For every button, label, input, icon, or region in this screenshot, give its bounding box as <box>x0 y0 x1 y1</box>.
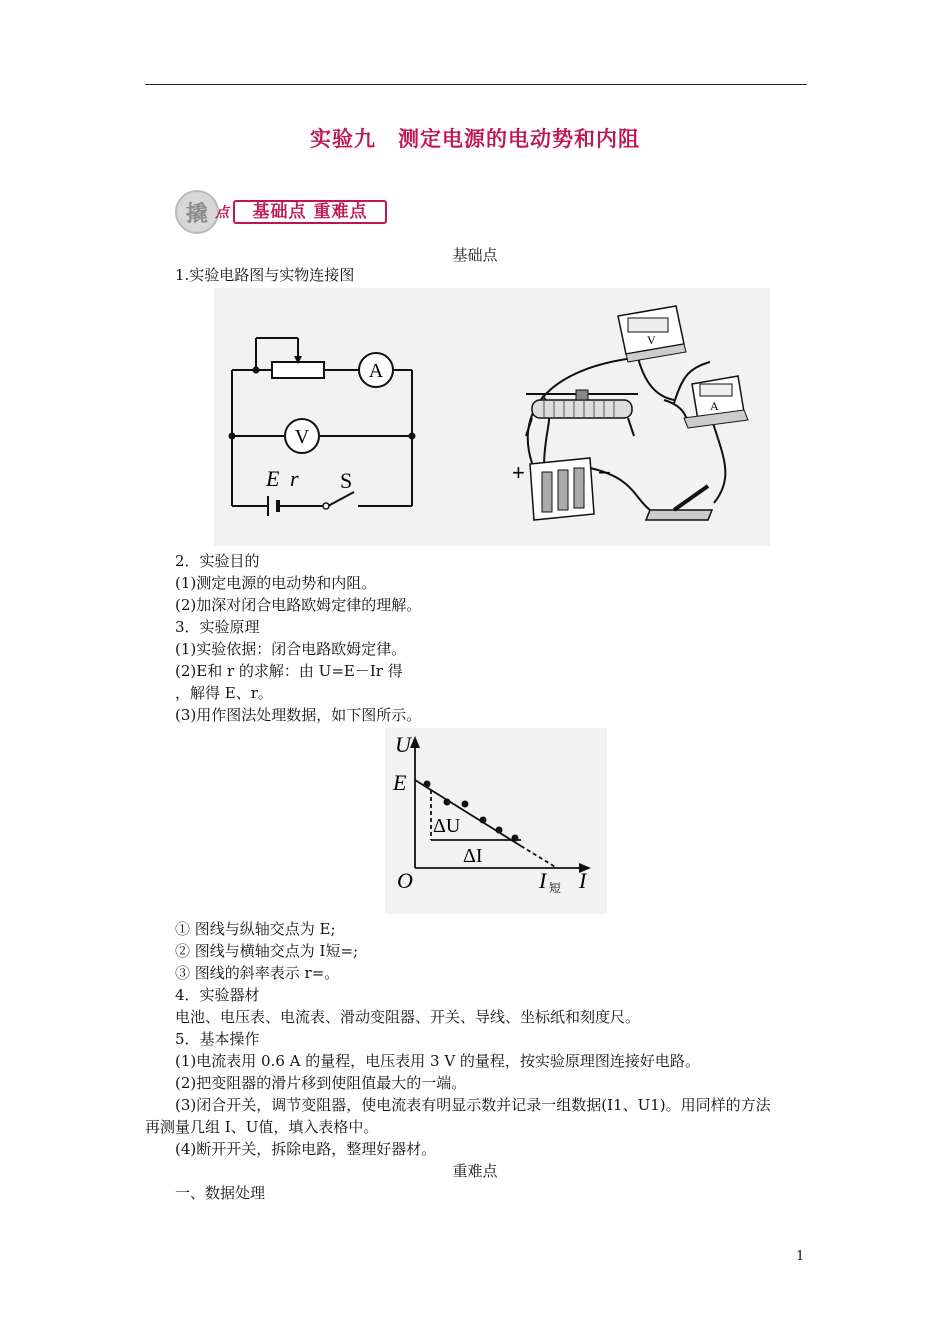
graph-origin-label: O <box>397 868 413 893</box>
heading-jichu: 基础点 <box>452 246 498 264</box>
graph-du-label: ΔU <box>433 815 461 837</box>
section-5-1: (1)电流表用 0.6 A 的量程，电压表用 3 V 的量程，按实验原理图连接好电路。 <box>175 1052 700 1070</box>
section-banner <box>175 188 391 234</box>
device-ammeter-label: A <box>710 399 719 413</box>
graph-y-axis-label: U <box>395 732 411 757</box>
section-2-2: (2)加深对闭合电路欧姆定律的理解。 <box>175 596 422 614</box>
section-5-3a: (3)闭合开关，调节变阻器，使电流表有明显示数并记录一组数据(I1、U1)。用同样的方法 <box>175 1096 771 1114</box>
section-5-2: (2)把变阻器的滑片移到使阻值最大的一端。 <box>175 1074 467 1092</box>
heading-zhongnan: 重难点 <box>452 1162 498 1180</box>
graph-x-axis-label: I <box>579 868 587 893</box>
device-voltmeter-label: V <box>647 333 656 347</box>
section-4: 4．实验器材 <box>175 986 260 1004</box>
section-5-4: (4)断开开关，拆除电路，整理好器材。 <box>175 1140 437 1158</box>
section-3-3: (3)用作图法处理数据，如下图所示。 <box>175 706 422 724</box>
section-3-1: (1)实验依据：闭合电路欧姆定律。 <box>175 640 407 658</box>
page-number: 1 <box>796 1249 805 1264</box>
section-1: 1.实验电路图与实物连接图 <box>175 266 355 284</box>
circuit-figure <box>214 288 770 546</box>
conclusion-1: ① 图线与纵轴交点为 E; <box>175 920 336 938</box>
section-5-3b: 再测量几组 I、U值，填入表格中。 <box>145 1118 379 1136</box>
switch-label: S <box>340 468 353 493</box>
header-rule <box>145 84 807 85</box>
banner-badge-suffix: 点 <box>215 205 229 221</box>
section-3: 3．实验原理 <box>175 618 260 636</box>
ui-graph-figure <box>385 728 607 914</box>
emf-label: E <box>266 466 280 491</box>
section-5: 5．基本操作 <box>175 1030 260 1048</box>
banner-badge: 撬 <box>175 190 219 234</box>
subsection-1: 一、数据处理 <box>175 1184 266 1202</box>
battery-minus: − <box>598 460 611 485</box>
voltmeter-device <box>618 306 686 362</box>
graph-isc-label: I <box>539 868 547 893</box>
section-4-1: 电池、电压表、电流表、滑动变阻器、开关、导线、坐标纸和刻度尺。 <box>175 1008 641 1026</box>
voltmeter-label: V <box>294 426 310 448</box>
section-2: 2．实验目的 <box>175 552 260 570</box>
graph-e-label: E <box>393 770 407 795</box>
conclusion-2: ② 图线与横轴交点为 I短=; <box>175 942 359 960</box>
graph-isc-sub: 短 <box>549 881 562 895</box>
section-3-2: (2)E和 r 的求解：由 U=E－Ir 得 <box>175 662 403 680</box>
section-2-1: (1)测定电源的电动势和内阻。 <box>175 574 377 592</box>
conclusion-3: ③ 图线的斜率表示 r=。 <box>175 964 340 982</box>
resistance-label: r <box>290 466 299 491</box>
ammeter-label: A <box>368 360 384 382</box>
page-title: 实验九 测定电源的电动势和内阻 <box>310 127 640 151</box>
banner-label: 基础点 重难点 <box>233 200 387 224</box>
graph-di-label: ΔI <box>463 845 483 867</box>
battery-plus: + <box>512 460 525 485</box>
section-3-2b: ，解得 E、r。 <box>175 684 273 702</box>
